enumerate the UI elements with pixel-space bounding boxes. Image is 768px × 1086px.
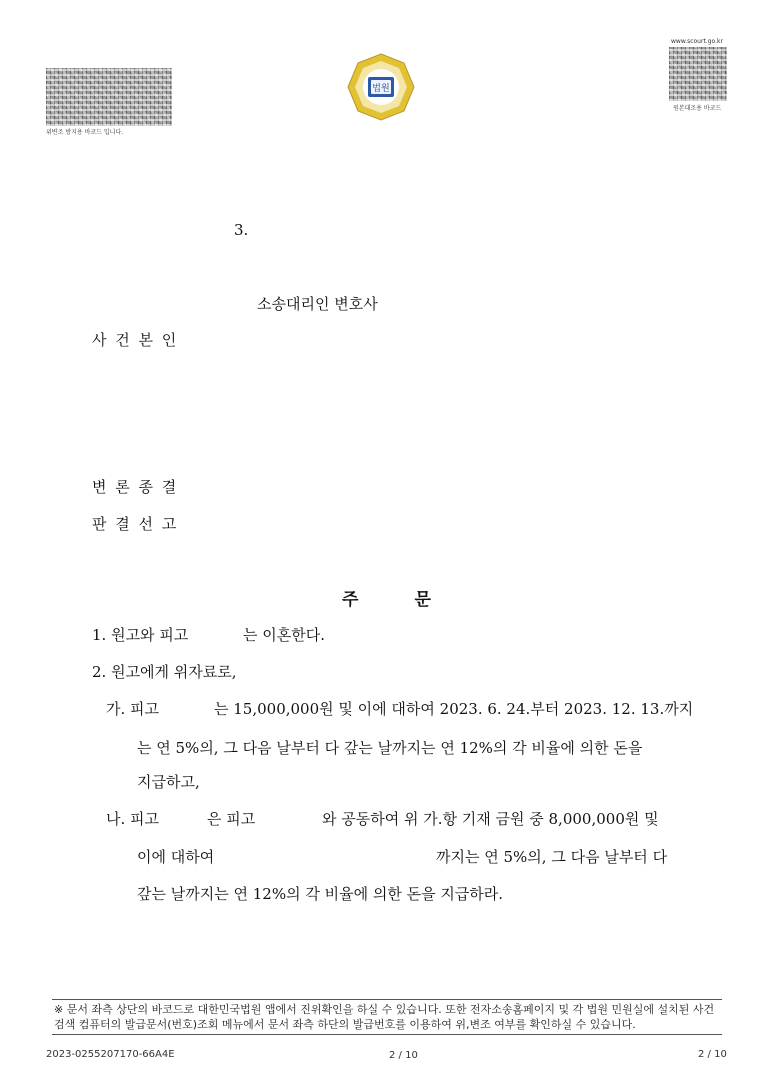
section-title xyxy=(342,585,431,610)
order-1-part-a: 1. 원고와 피고 xyxy=(92,626,189,644)
order-ga-part-b: 는 15,000,000원 및 이에 대하여 2023. 6. 24.부터 2023. 12. 13.까지 xyxy=(214,700,694,718)
counsel-line: 소송대리인 변호사 xyxy=(257,295,378,313)
page-number-center: 2 / 10 xyxy=(389,1050,418,1061)
page-number-right: 2 / 10 xyxy=(698,1049,727,1060)
verification-notice: ※ 문서 좌측 상단의 바코드로 대한민국법원 앱에서 진위확인을 하실 수 있습니다. 또한 전자소송홈페이지 및 각 법원 민원실에 설치된 사건검색 컴퓨터의 발급문서(번호)조회 메뉴에서 문서 좌측 하단의 발급번호를 이용하여 위,변조 여부를 확인하실 수 있습니다. xyxy=(52,999,722,1035)
court-seal-icon xyxy=(346,52,416,122)
order-ga-line-3: 지급하고, xyxy=(137,773,200,791)
order-ga-line-2: 는 연 5%의, 그 다음 날부터 다 갚는 날까지는 연 12%의 각 비율에 의한 돈을 xyxy=(137,739,643,757)
order-2: 2. 원고에게 위자료로, xyxy=(92,663,237,681)
case-label: 사 건 본 인 xyxy=(92,331,179,349)
order-na-part-a: 나. 피고 xyxy=(106,810,160,828)
judgment-label: 판 결 선 고 xyxy=(92,515,179,533)
section-title-char-2: 문 xyxy=(414,590,431,610)
site-url: www.scourt.go.kr xyxy=(671,38,723,45)
closing-label: 변 론 종 결 xyxy=(92,478,179,496)
order-1-part-b: 는 이혼한다. xyxy=(243,626,325,644)
verification-barcode xyxy=(46,68,172,126)
order-na-line-2-part-a: 이에 대하여 xyxy=(137,848,215,866)
order-na-line-2-part-b: 까지는 연 5%의, 그 다음 날부터 다 xyxy=(436,848,668,866)
seal-label: 법원 xyxy=(372,84,390,94)
item-three: 3. xyxy=(234,221,249,239)
qr-code xyxy=(669,47,727,101)
qr-caption: 원본대조용 바코드 xyxy=(673,105,722,112)
order-ga-part-a: 가. 피고 xyxy=(106,700,160,718)
order-na-line-3: 갚는 날까지는 연 12%의 각 비율에 의한 돈을 지급하라. xyxy=(137,885,504,903)
section-title-char-1: 주 xyxy=(342,590,359,610)
order-na-part-c: 와 공동하여 위 가.항 기재 금원 중 8,000,000원 및 xyxy=(322,810,659,828)
issue-number: 2023-0255207170-66A4E xyxy=(46,1049,175,1060)
order-na-part-b: 은 피고 xyxy=(207,810,256,828)
barcode-caption: 위변조 방지용 바코드 입니다. xyxy=(46,129,124,136)
